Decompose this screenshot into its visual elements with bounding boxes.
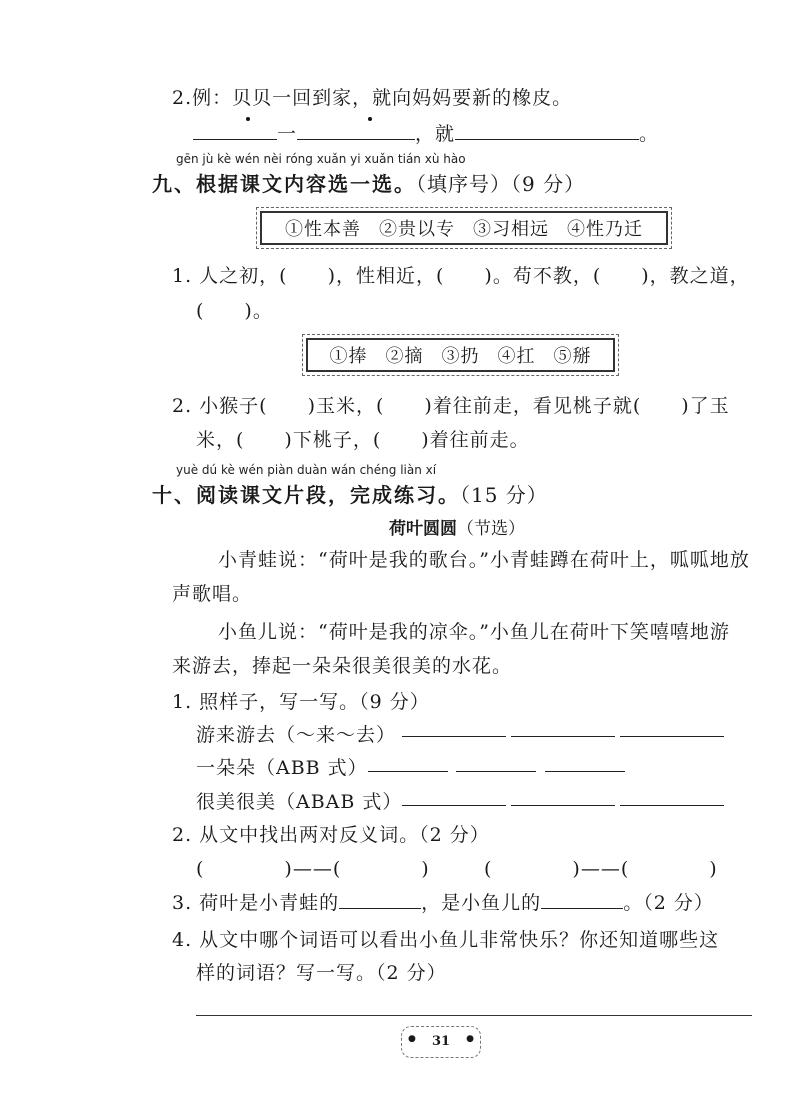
q1-line-1: 1. 人之初，( )，性相近，( )。苟不教，( )，教之道， (172, 265, 750, 287)
passage-para-1-line-2: 声歌唱。 (172, 583, 253, 605)
passage-title-text: 荷叶圆圆 (389, 519, 457, 539)
page-number: 31 (431, 1034, 451, 1049)
section-9-pinyin: gēn jù kè wén nèi róng xuǎn yi xuǎn tián xù hào (176, 152, 466, 166)
exercise-4-line-2: 样的词语？写一写。（2 分） (196, 962, 447, 984)
exercise-1-a (196, 721, 396, 749)
q1-line-2: ( )。 (196, 300, 273, 322)
passage-title (389, 514, 525, 539)
section-9-heading (152, 168, 585, 197)
exercise-3-part-a: 3. 荷叶是小青蛙的 (172, 892, 340, 914)
blank-field[interactable] (620, 805, 724, 806)
ornament-icon: ● (408, 1034, 416, 1044)
exercise-1-c (196, 788, 402, 816)
blank-field[interactable] (402, 805, 506, 806)
exercise-2-prompt: 2. 从文中找出两对反义词。（2 分） (172, 824, 490, 846)
exercise-1-a-label: 游来游去（～来～去） (196, 724, 397, 746)
exercise-3 (172, 889, 714, 917)
ornament-icon: ● (466, 1034, 474, 1044)
exercise-1-prompt: 1. 照样子，写一写。（9 分） (172, 691, 430, 713)
option-box-1 (260, 211, 668, 245)
option-item: ④性乃迁 (567, 219, 643, 240)
exercise-1-c-label: 很美很美（ABAB 式） (196, 791, 403, 813)
blank-field[interactable] (456, 771, 536, 772)
option-item: ②摘 (385, 346, 424, 367)
q2-line-2: 米，( )下桃子，( )着往前走。 (196, 429, 530, 451)
option-box-2 (306, 338, 615, 372)
passage-para-2-line-2: 来游去，捧起一朵朵很美很美的水花。 (172, 655, 513, 677)
exercise-4-line-1: 4. 从文中哪个词语可以看出小鱼儿非常快乐？你还知道哪些这 (172, 929, 720, 951)
option-item: ③扔 (441, 346, 480, 367)
blank-field[interactable] (297, 121, 415, 140)
passage-title-note: （节选） (457, 519, 525, 539)
q2-line-1: 2. 小猴子( )玉米，( )着往前走，看见桃子就( )了玉 (172, 395, 730, 417)
fill-end: 。 (639, 123, 660, 145)
section-10-score: （15 分） (460, 483, 548, 507)
section-9-score: （填序号）（9 分） (416, 172, 586, 196)
option-item: ⑤掰 (553, 346, 592, 367)
example-sentence: 2.例：贝贝一回到家，就向妈妈要新的橡皮。 (172, 87, 573, 109)
blank-field[interactable] (511, 805, 615, 806)
passage-para-2-line-1: 小鱼儿说：“荷叶是我的凉伞。”小鱼儿在荷叶下笑嘻嘻地游 (218, 621, 730, 643)
exercise-3-part-c: 。（2 分） (623, 892, 714, 914)
blank-field[interactable] (193, 121, 277, 140)
section-10-pinyin: yuè dú kè wén piàn duàn wán chéng liàn xí (176, 463, 437, 477)
blank-field[interactable] (545, 771, 625, 772)
blank-field[interactable] (511, 736, 615, 737)
antonym-pair-1: ( )——( ) (196, 858, 430, 880)
blank-field[interactable] (620, 736, 724, 737)
example-fill-line (193, 120, 659, 148)
section-10-heading (152, 479, 548, 508)
page-number-badge (401, 1026, 481, 1058)
blank-field[interactable] (339, 890, 421, 909)
option-item: ③习相远 (473, 219, 549, 240)
exercise-3-part-b: ，是小鱼儿的 (421, 892, 542, 914)
option-item: ④扛 (497, 346, 536, 367)
answer-line[interactable] (196, 1015, 752, 1016)
passage-para-1-line-1: 小青蛙说：“荷叶是我的歌台。”小青蛙蹲在荷叶上，呱呱地放 (218, 549, 750, 571)
exercise-1-b-label: 一朵朵（ABB 式） (196, 757, 368, 779)
section-10-title: 十、阅读课文片段，完成练习。 (152, 483, 460, 507)
blank-field[interactable] (402, 736, 506, 737)
blank-field[interactable] (368, 771, 448, 772)
option-item: ①性本善 (285, 219, 361, 240)
fill-word-jiu: ，就 (415, 123, 456, 145)
option-item: ②贵以专 (379, 219, 455, 240)
blank-field[interactable] (541, 890, 623, 909)
blank-field[interactable] (455, 121, 639, 140)
option-item: ①捧 (329, 346, 368, 367)
exercise-1-b (196, 754, 368, 782)
fill-word-yi: 一 (277, 123, 298, 145)
section-9-title: 九、根据课文内容选一选。 (152, 172, 416, 196)
antonym-pair-2: ( )——( ) (484, 858, 718, 880)
